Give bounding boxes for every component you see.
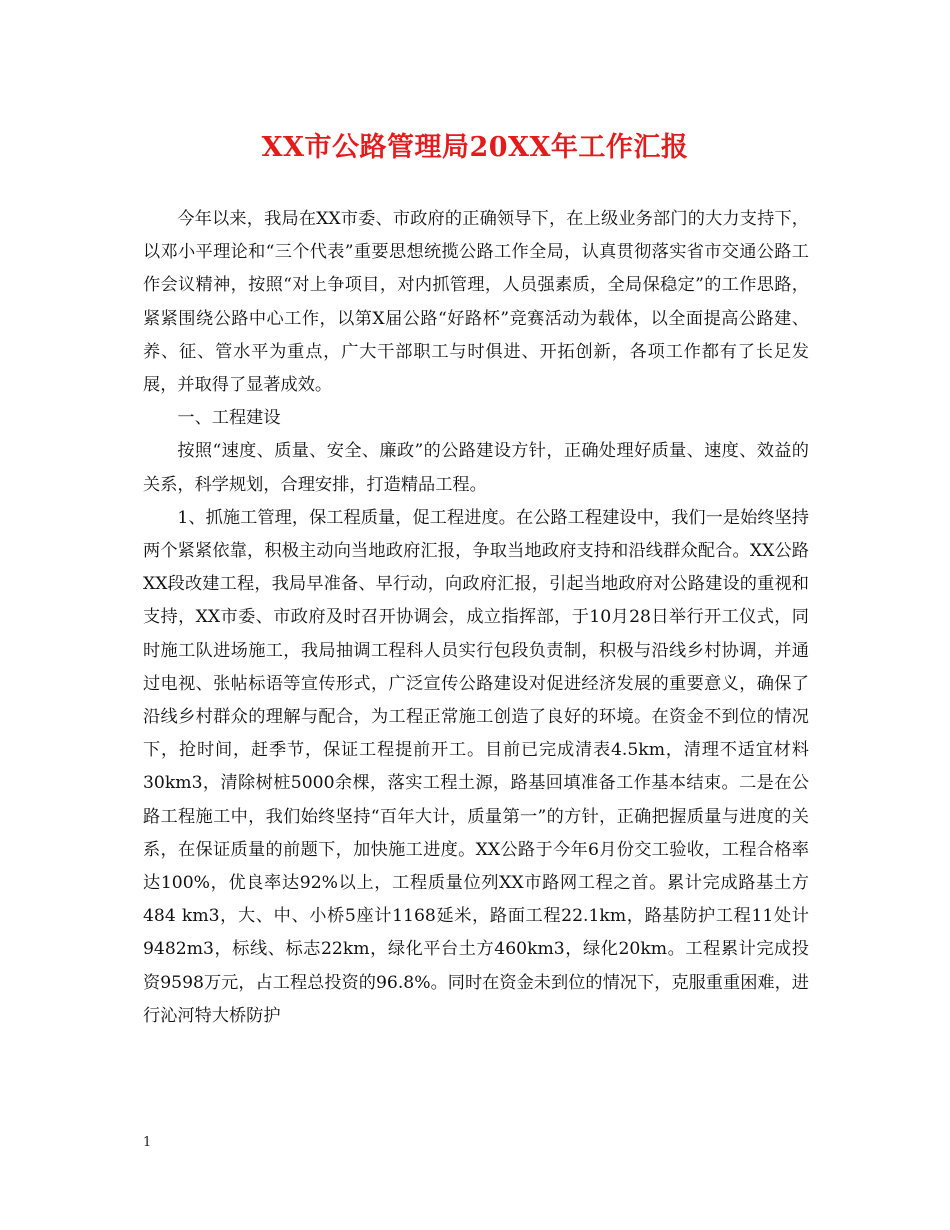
section-heading: 一、工程建设 (177, 408, 281, 429)
body-paragraph: 按照“速度、质量、安全、廉政”的公路建设方针，正确处理好质量、速度、效益的关系，科学规划，合理安排，打造精品工程。 (143, 441, 809, 495)
page-number: 1 (143, 1135, 152, 1150)
intro-paragraph: 今年以来，我局在XX市委、市政府的正确领导下，在上级业务部门的大力支持下，以邓小平理论和“三个代表”重要思想统揽公路工作全局，认真贯彻落实省市交通公路工作会议精神，按照“对上争项目，对内抓管理，人员强素质，全局保稳定”的工作思路，紧紧围绕公路中心工作，以第X届公路“好路杯”竞赛活动为载体，以全面提高公路建、养、征、管水平为重点，广大干部职工与时俱进、开拓创新，各项工作都有了长足发展，并取得了显著成效。 (143, 209, 809, 396)
document-title: XX市公路管理局20XX年工作汇报 (261, 132, 689, 163)
body-paragraph: 1、抓施工管理，保工程质量，促工程进度。在公路工程建设中，我们一是始终坚持两个紧紧依靠，积极主动向当地政府汇报，争取当地政府支持和沿线群众配合。XX公路XX段改建工程，我局早准备、早行动，向政府汇报，引起当地政府对公路建设的重视和支持，XX市委、市政府及时召开协调会，成立指挥部，于10月28日举行开工仪式，同时施工队进场施工，我局抽调工程科人员实行包段负责制，积极与沿线乡村协调，并通过电视、张帖标语等宣传形式，广泛宣传公路建设对促进经济发展的重要意义，确保了沿线乡村群众的理解与配合，为工程正常施工创造了良好的环境。在资金不到位的情况下，抢时间，赶季节，保证工程提前开工。目前已完成清表4.5km，清理不适宜材料30km3，清除树桩5000余棵，落实工程土源，路基回填准备工作基本结束。二是在公路工程施工中，我们始终坚持“百年大计，质量第一”的方针，正确把握质量与进度的关系，在保证质量的前题下，加快施工进度。XX公路于今年6月份交工验收，工程合格率达100%，优良率达92%以上，工程质量位列XX市路网工程之首。累计完成路基土方484 km3，大、中、小桥5座计1168延米，路面工程22.1km，路基防护工程11处计9482m3，标线、标志22km，绿化平台土方460km3，绿化20km。工程累计完成投资9598万元，占工程总投资的96.8%。同时在资金未到位的情况下，克服重重困难，进行沁河特大桥防护 (143, 507, 809, 1026)
document-body (143, 203, 809, 1033)
